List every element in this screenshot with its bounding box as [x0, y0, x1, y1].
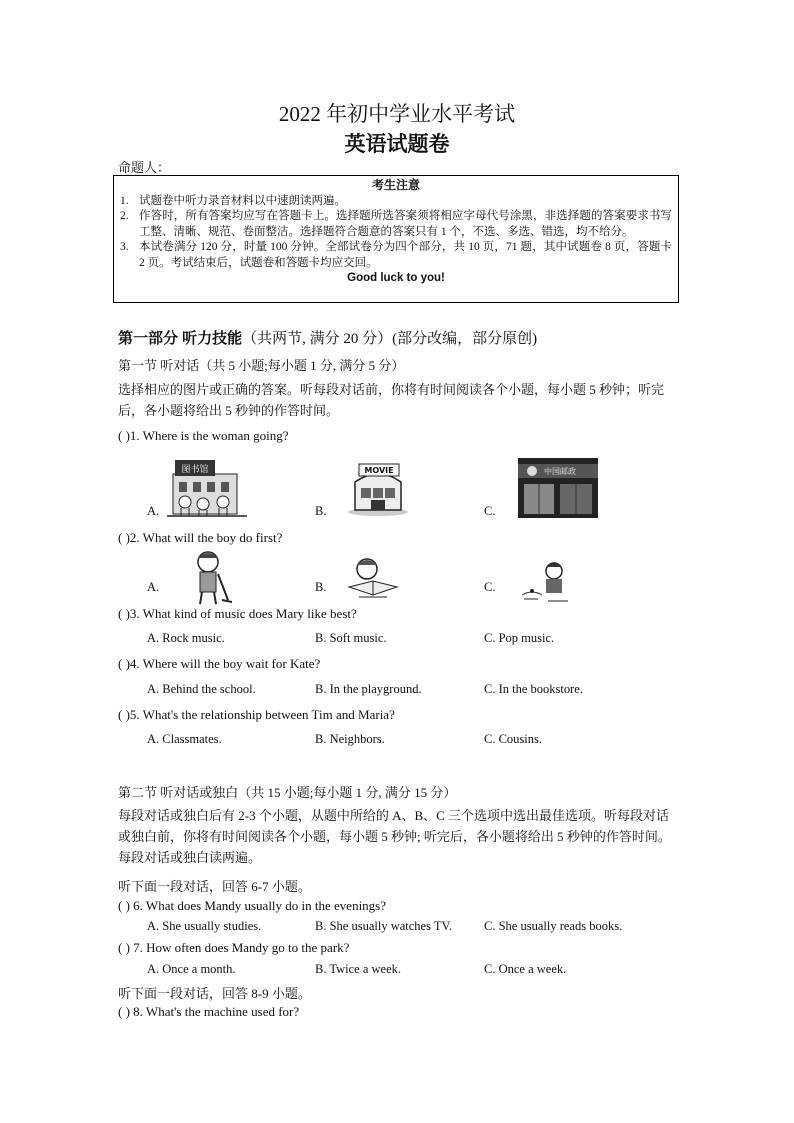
notice-item [114, 240, 678, 271]
option-a: A. Classmates. [147, 732, 222, 746]
notice-number: 1. [120, 194, 129, 207]
option-c: C. She usually reads books. [484, 919, 623, 933]
part1-title-rest: （共两节, 满分 20 分）(部分改编，部分原创) [242, 331, 538, 347]
boy-sweeping-picture [188, 550, 232, 606]
option-a: A. [147, 504, 160, 518]
section1-title: 第一节 听对话（共 5 小题;每小题 1 分, 满分 5 分） [118, 358, 405, 373]
boy-cooking-picture [518, 561, 572, 605]
exam-subtitle: 英语试题卷 [344, 132, 450, 156]
post-sign-text: 中国邮政 [544, 467, 576, 476]
question-6: ( ) 6. What does Mandy usually do in the evenings? [118, 898, 387, 913]
question-5: ( )5. What's the relationship between Tim and Maria? [118, 707, 395, 722]
notice-number: 3. [120, 241, 129, 253]
question-2: ( )2. What will the boy do first? [118, 530, 283, 545]
good-luck-text: Good luck to you! [347, 272, 445, 284]
option-c: C. Cousins. [484, 732, 543, 746]
part1-title-bold: 第一部分 听力技能 [118, 330, 243, 347]
option-a: A. Rock music. [147, 631, 225, 645]
option-b: B. [315, 580, 327, 594]
section2-title: 第二节 听对话或独白（共 15 小题;每小题 1 分, 满分 15 分） [118, 785, 457, 800]
movie-sign-text: MOVIE [364, 466, 394, 475]
option-b: B. Twice a week. [315, 962, 402, 976]
notice-text: 本试卷满分 120 分，时量 100 分钟。全部试卷分为四个部分，共 10 页，71 题，其中试题卷 8 页，答题卡 2 页。考试结束后，试题卷和答题卡均应交回。 [139, 241, 672, 269]
question-3: ( )3. What kind of music does Mary like best? [118, 606, 357, 621]
option-c: C. Once a week. [484, 962, 567, 976]
option-b: B. In the playground. [315, 682, 422, 696]
option-c: C. [484, 504, 496, 518]
notice-text: 作答时，所有答案均应写在答题卡上。选择题所选答案须将相应字母代号涂黑，非选择题的答案要求书写工整、清晰、规范、卷面整洁。选择题符合题意的答案只有 1 个，不选、多选、错选，均不给分。 [139, 210, 672, 238]
notice-item [114, 209, 678, 240]
question-4: ( )4. Where will the boy wait for Kate? [118, 656, 321, 671]
option-b: B. Neighbors. [315, 732, 385, 746]
option-c: C. In the bookstore. [484, 682, 583, 696]
question-7: ( ) 7. How often does Mandy go to the park? [118, 940, 350, 955]
option-b: B. Soft music. [315, 631, 387, 645]
library-sign-text: 图书馆 [181, 465, 209, 475]
section2-instruction: 每段对话或独白后有 2-3 个小题，从题中所给的 A、B、C 三个选项中选出最佳选项。听每段对话或独白前，你将有时间阅读各个小题，每小题 5 秒钟; 听完后，各小题将给出 5 秒钟的作答时间。每段对话或独白读两遍。 [118, 808, 671, 865]
option-a: A. [147, 580, 160, 594]
option-a: A. Behind the school. [147, 682, 256, 696]
boy-reading-picture [345, 557, 401, 603]
option-b: B. [315, 504, 327, 518]
notice-text: 试题卷中听力录音材料以中速朗读两遍。 [139, 194, 346, 207]
option-c: C. [484, 580, 496, 594]
post-office-picture [518, 458, 598, 518]
dialog-intro-6-7: 听下面一段对话，回答 6-7 小题。 [118, 879, 311, 894]
notice-number: 2. [120, 210, 129, 222]
author-label: 命题人： [118, 160, 171, 175]
exam-title: 2022 年初中学业水平考试 [278, 102, 516, 126]
library-picture [163, 452, 251, 518]
part1-title [118, 327, 537, 348]
option-a: A. She usually studies. [147, 919, 262, 933]
option-a: A. Once a month. [147, 962, 236, 976]
question-8: ( ) 8. What's the machine used for? [118, 1004, 300, 1019]
option-c: C. Pop music. [484, 631, 555, 645]
dialog-intro-8-9: 听下面一段对话，回答 8-9 小题。 [118, 986, 311, 1001]
cinema-picture [345, 462, 411, 516]
section1-instruction: 选择相应的图片或正确的答案。听每段对话前，你将有时间阅读各个小题，每小题 5 秒钟；听完后，各小题将给出 5 秒钟的作答时间。 [118, 382, 665, 418]
notice-title: 考生注意 [371, 178, 420, 192]
notice-item [114, 194, 678, 210]
option-b: B. She usually watches TV. [315, 919, 453, 933]
notice-box [113, 175, 679, 303]
question-1: ( )1. Where is the woman going? [118, 428, 289, 443]
